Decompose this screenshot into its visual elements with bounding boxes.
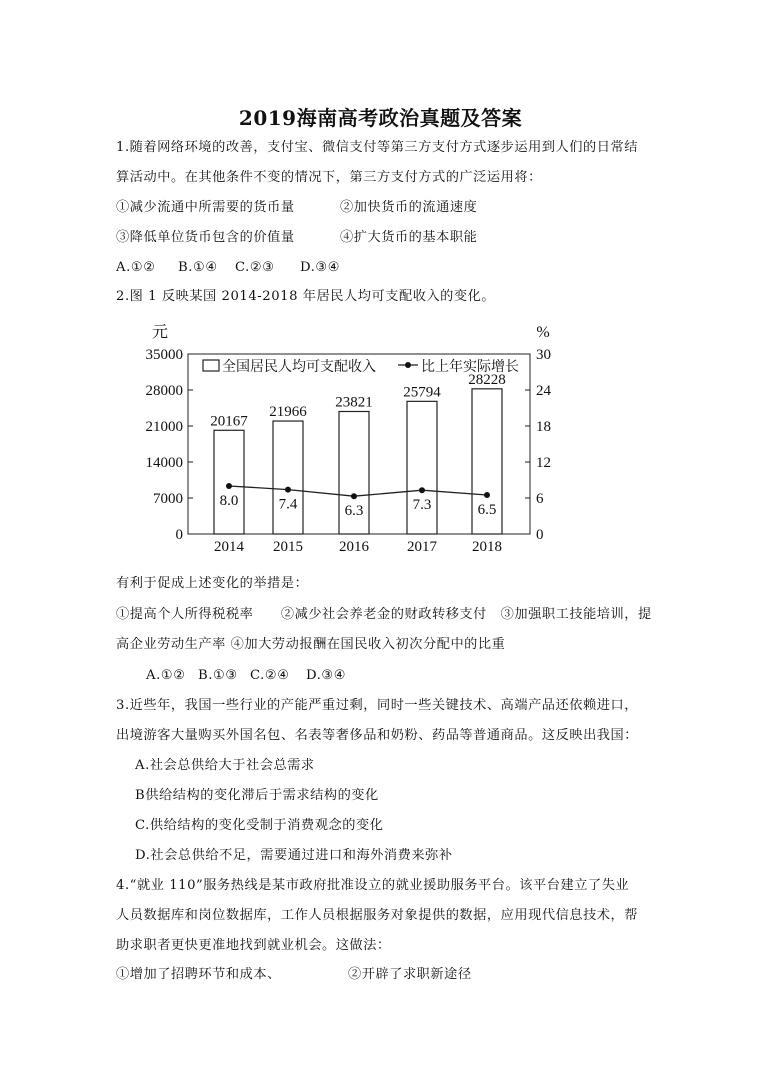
q1-choice-b: B.①④	[178, 260, 218, 275]
right-axis-tick-label: 24	[536, 383, 551, 399]
growth-point	[351, 493, 357, 499]
growth-point-label: 7.4	[278, 496, 298, 513]
right-axis-tick-label: 30	[536, 347, 551, 363]
q1-option-1: ①减少流通中所需要的货币量	[116, 200, 295, 215]
q2-options-line2: 高企业劳动生产率 ④加大劳动报酬在国民收入初次分配中的比重	[116, 637, 506, 652]
legend-bar-label: 全国居民人均可支配收入	[222, 360, 376, 375]
left-axis-tick-label: 7000	[153, 491, 183, 507]
q4-stem-line3: 助求职者更快更准地找到就业机会。这做法：	[116, 938, 391, 953]
page-title: 2019海南高考政治真题及答案	[238, 106, 523, 130]
right-axis-tick-label: 0	[536, 527, 544, 543]
income-bar	[273, 421, 303, 534]
q1-choice-a: A.①②	[116, 260, 156, 275]
q1-stem-line1: 1.随着网络环境的改善，支付宝、微信支付等第三方支付方式逐步运用到人们的日常结	[116, 140, 638, 155]
q3-stem-line1: 3.近些年，我国一些行业的产能严重过剩，同时一些关键技术、高端产品还依赖进口，	[116, 698, 638, 713]
growth-point	[419, 487, 425, 493]
q3-stem-line2: 出境游客大量购买外国名包、名表等奢侈品和奶粉、药品等普通商品。这反映出我国：	[116, 728, 639, 743]
q4-stem-line1: 4.“就业 110”服务热线是某市政府批准设立的就业援助服务平台。该平台建立了失业	[116, 878, 630, 893]
x-axis-category-label: 2018	[472, 539, 502, 555]
income-chart	[0, 315, 761, 575]
q2-question: 有利于促成上述变化的举措是：	[116, 576, 309, 591]
left-axis-tick-label: 14000	[145, 455, 183, 471]
left-axis-tick-label: 35000	[145, 347, 183, 363]
income-bar-label: 23821	[335, 394, 373, 411]
q3-option-d: D.社会总供给不足，需要通过进口和海外消费来弥补	[135, 848, 453, 863]
left-axis-tick-label: 28000	[145, 383, 183, 399]
q1-option-3: ③降低单位货币包含的价值量	[116, 230, 295, 245]
q2-options-line1: ①提高个人所得税税率 ②减少社会养老金的财政转移支付 ③加强职工技能培训，提	[116, 607, 652, 622]
q1-choice-c: C.②③	[235, 260, 275, 275]
growth-point-label: 6.5	[477, 502, 497, 518]
growth-point-label: 8.0	[219, 493, 239, 509]
q1-stem-line2: 算活动中。在其他条件不变的情况下，第三方支付方式的广泛运用将：	[116, 170, 542, 185]
income-bar	[214, 430, 244, 534]
right-axis-unit: %	[536, 324, 550, 341]
q3-option-a: A.社会总供给大于社会总需求	[135, 758, 315, 773]
q2-choice-c: C.②④	[250, 668, 290, 683]
left-axis-unit: 元	[151, 324, 169, 341]
legend-bar-swatch	[203, 360, 219, 371]
q4-option-2: ②开辟了求职新途径	[348, 967, 472, 982]
income-bar-label: 28228	[468, 371, 506, 388]
x-axis-category-label: 2017	[407, 539, 437, 555]
right-axis-tick-label: 18	[536, 419, 551, 435]
q2-stem: 2.图 1 反映某国 2014-2018 年居民人均可支配收入的变化。	[116, 289, 496, 304]
income-bar-label: 25794	[403, 384, 441, 401]
growth-point	[285, 487, 291, 493]
q1-option-2: ②加快货币的流通速度	[340, 200, 478, 215]
income-bar-label: 21966	[269, 404, 307, 421]
legend-line-label: 比上年实际增长	[421, 360, 519, 375]
legend-line-marker	[405, 362, 411, 368]
left-axis-tick-label: 0	[175, 527, 183, 543]
income-bar-label: 20167	[210, 413, 248, 430]
growth-point-label: 7.3	[412, 497, 432, 514]
x-axis-category-label: 2015	[273, 539, 303, 555]
right-axis-tick-label: 12	[536, 455, 551, 471]
x-axis-category-label: 2014	[214, 539, 244, 555]
growth-point	[226, 483, 232, 489]
q3-option-c: C.供给结构的变化受制于消费观念的变化	[135, 818, 384, 833]
q4-option-1: ①增加了招聘环节和成本、	[116, 967, 281, 982]
growth-point-label: 6.3	[344, 503, 364, 520]
q1-option-4: ④扩大货币的基本职能	[340, 230, 478, 245]
q2-choice-b: B.①③	[198, 668, 238, 683]
x-axis-category-label: 2016	[339, 539, 369, 555]
q4-stem-line2: 人员数据库和岗位数据库，工作人员根据服务对象提供的数据，应用现代信息技术，帮	[116, 908, 639, 923]
q3-option-b: B供给结构的变化滞后于需求结构的变化	[135, 788, 379, 803]
q2-choice-a: A.①②	[146, 668, 186, 683]
q2-choice-d: D.③④	[306, 668, 347, 683]
growth-point	[484, 492, 490, 498]
income-bar	[407, 401, 437, 534]
left-axis-tick-label: 21000	[145, 419, 183, 435]
right-axis-tick-label: 6	[536, 491, 544, 507]
q1-choice-d: D.③④	[300, 260, 341, 275]
